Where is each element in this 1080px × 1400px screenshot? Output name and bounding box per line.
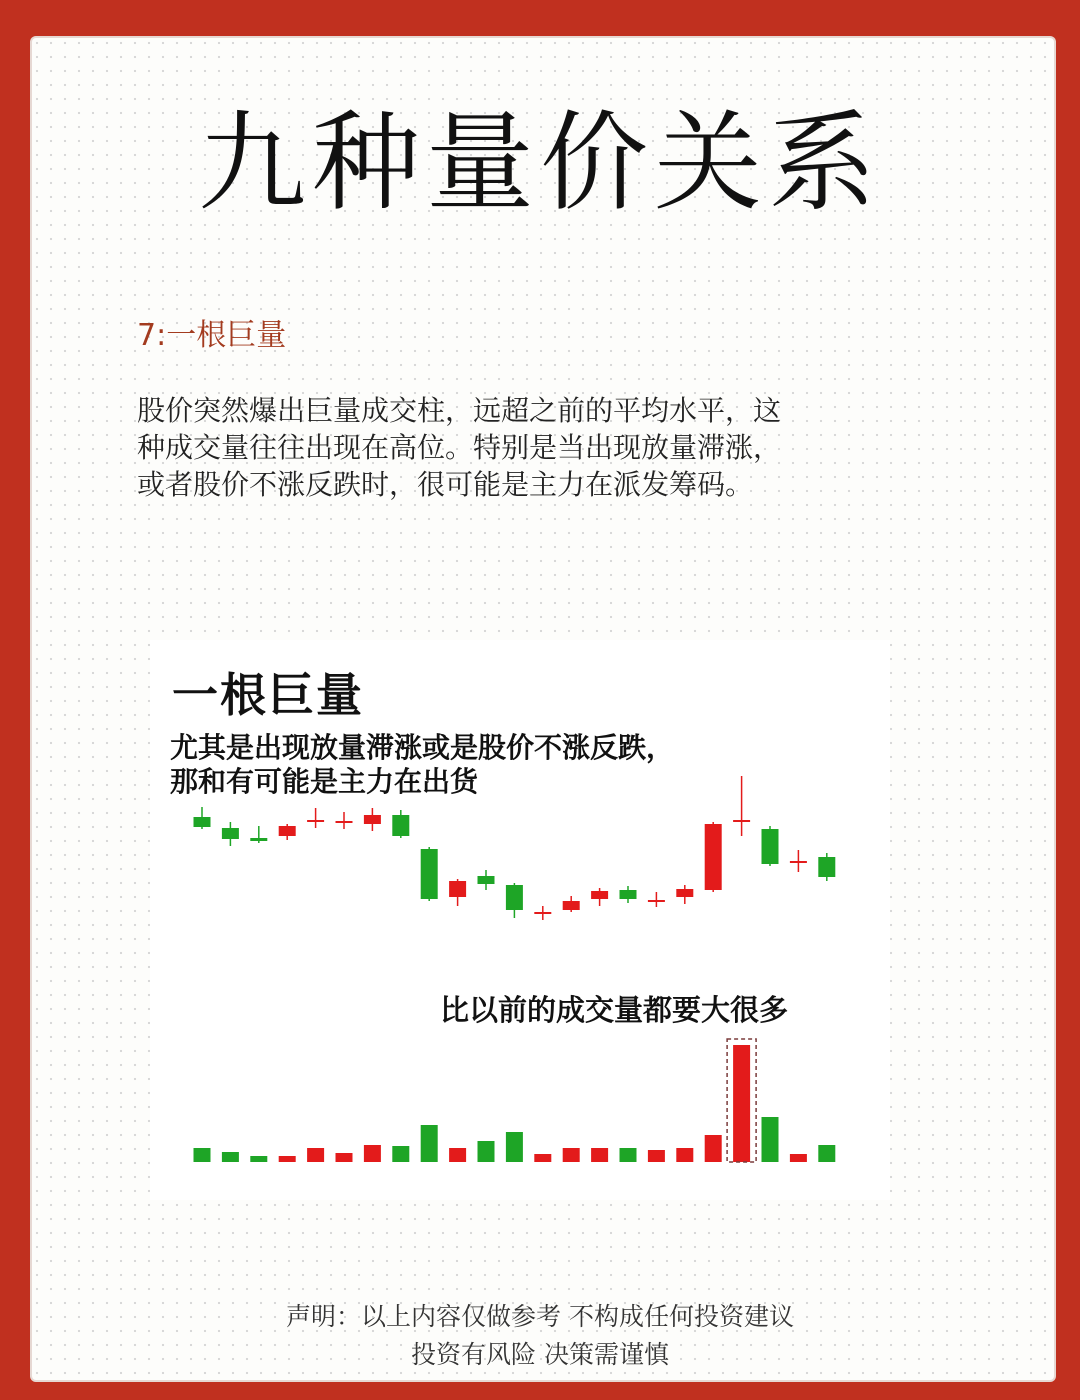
volume-annotation: 比以前的成交量都要大很多	[440, 993, 789, 1027]
volume-bar	[336, 1153, 353, 1162]
candle-body	[563, 901, 580, 910]
volume-bar	[705, 1135, 722, 1162]
candle-body	[506, 885, 523, 910]
volume-bar	[279, 1156, 296, 1162]
candle-body	[591, 891, 608, 899]
volume-bar	[534, 1154, 551, 1162]
description-text: 股价突然爆出巨量成交柱，远超之前的平均水平，这种成交量往往出现在高位。特别是当出现放量滞涨，或者股价不涨反跌时，很可能是主力在派发筹码。	[137, 394, 782, 501]
page-title: 九种量价关系	[197, 101, 882, 226]
section-heading: 7:一根巨量	[137, 318, 287, 353]
candle-body	[307, 820, 324, 822]
volume-bar	[392, 1146, 409, 1162]
volume-bar	[591, 1148, 608, 1162]
candle-body	[733, 820, 750, 822]
candle-body	[194, 817, 211, 827]
volume-bar	[222, 1152, 239, 1162]
volume-bar	[790, 1154, 807, 1162]
volume-bar	[250, 1156, 267, 1162]
candle-body	[818, 857, 835, 877]
volume-bar	[307, 1148, 324, 1162]
candle-body	[620, 890, 637, 899]
candle-body	[762, 829, 779, 864]
volume-bar	[506, 1132, 523, 1162]
candle-body	[534, 912, 551, 914]
volume-bar	[648, 1150, 665, 1162]
volume-bar	[478, 1141, 495, 1162]
candle-body	[364, 815, 381, 824]
disclaimer-line1: 声明：以上内容仅做参考 不构成任何投资建议	[286, 1302, 794, 1331]
volume-bar	[449, 1148, 466, 1162]
volume-bar	[421, 1125, 438, 1162]
figure-subtitle-line1: 尤其是出现放量滞涨或是股价不涨反跌，	[170, 731, 675, 764]
volume-bar	[818, 1145, 835, 1162]
volume-bar	[364, 1145, 381, 1162]
candle-body	[705, 824, 722, 890]
volume-bar	[563, 1148, 580, 1162]
candle-body	[421, 849, 438, 899]
volume-bar	[676, 1148, 693, 1162]
candle-body	[676, 889, 693, 897]
candle-body	[392, 815, 409, 836]
candle-body	[279, 826, 296, 836]
volume-bar	[620, 1148, 637, 1162]
candlestick-volume-chart	[150, 640, 890, 1200]
candle-body	[250, 838, 267, 841]
figure-panel	[150, 640, 890, 1200]
candle-body	[478, 876, 495, 884]
candle-body	[648, 900, 665, 902]
figure-title: 一根巨量	[172, 668, 364, 722]
candle-body	[790, 861, 807, 863]
candle-body	[222, 828, 239, 839]
volume-bar	[733, 1045, 750, 1162]
volume-bar	[762, 1117, 779, 1162]
figure-subtitle-line2: 那和有可能是主力在出货	[170, 765, 479, 798]
candle-body	[449, 881, 466, 897]
candle-body	[336, 821, 353, 823]
volume-bar	[194, 1148, 211, 1162]
disclaimer-line2: 投资有风险 决策需谨慎	[411, 1340, 669, 1369]
